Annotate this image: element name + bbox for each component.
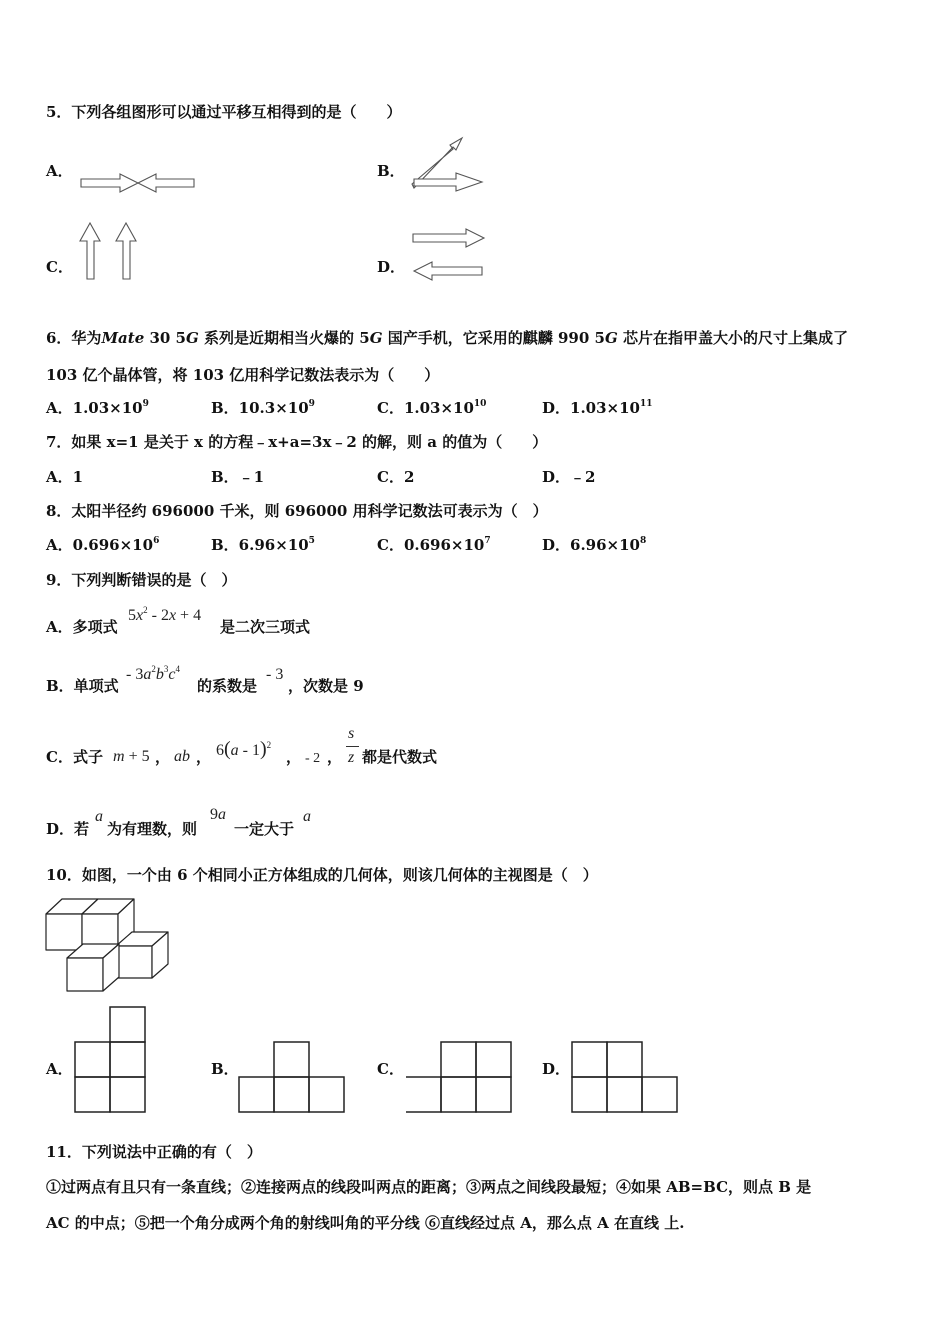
q8-option-a: A．$0.696\times 10^6$	[46, 536, 160, 554]
q10-option-a-figure	[74, 1006, 146, 1114]
q9-option-c-fraction-denominator: z	[348, 749, 355, 766]
q9-option-c-text: 都是代数式	[362, 748, 438, 766]
q9-option-c-sep1: ，	[155, 748, 171, 766]
q10-option-d-figure	[571, 1041, 679, 1114]
q6-option-d: D．$1.03\times 10^{11}$	[542, 399, 653, 417]
q9-option-a-label: A．多项式	[46, 618, 118, 636]
q10-stem: 10．如图，一个由 6 个相同小正方体组成的几何体，则该几何体的主视图是（ ）	[46, 866, 598, 884]
q6-option-a: A．$1.03\times 10^9$	[46, 399, 149, 417]
q9-stem: 9．下列判断错误的是（ ）	[46, 571, 237, 589]
q10-option-a-label: A．	[46, 1060, 73, 1078]
q10-option-c-figure	[405, 1041, 513, 1114]
q5-option-d-label: D．	[377, 258, 406, 276]
q9-option-b-coefficient: - 3	[266, 666, 284, 683]
q9-option-c-expr1: m + 5	[113, 748, 150, 765]
q10-solid-figure	[45, 898, 173, 992]
q8-option-b: B．$6.96\times 10^5$	[211, 536, 315, 554]
q9-option-b-text2: ，次数是 9	[288, 677, 364, 695]
q5-option-b-label: B．	[377, 162, 405, 180]
q5-option-a-label: A．	[46, 162, 73, 180]
q9-option-c-label: C．式子	[46, 748, 103, 766]
q5-option-d-figure	[410, 227, 486, 283]
q5-option-c-figure	[78, 221, 142, 281]
q9-option-c-sep4: ，	[327, 748, 343, 766]
q11-statements-line2: AC 的中点；⑤把一个角分成两个角的射线叫角的平分线 ⑥直线经过点 A，那么点 A 在直线 上.	[46, 1214, 685, 1232]
q10-option-b-label: B．	[211, 1060, 239, 1078]
q5-stem: 5．下列各组图形可以通过平移互相得到的是（ ）	[46, 103, 402, 121]
q8-option-c: C．$0.696\times 10^7$	[377, 536, 491, 554]
q11-statements-line1: ①过两点有且只有一条直线；②连接两点的线段叫两点的距离；③两点之间线段最短；④如果 AB=BC，则点 B 是	[46, 1178, 812, 1196]
q9-option-c-fraction-numerator: s	[348, 725, 355, 742]
q9-option-d-var-a: a	[95, 808, 103, 825]
q7-option-b: B．﹣1	[211, 468, 265, 486]
q9-option-c-sep3: ，	[286, 748, 302, 766]
q11-stem: 11．下列说法中正确的有（ ）	[46, 1143, 262, 1161]
q6-option-b: B．$10.3\times 10^9$	[211, 399, 315, 417]
q5-option-c-label: C．	[46, 258, 73, 276]
q9-option-d-text2: 一定大于	[234, 820, 295, 838]
q7-stem: 7．如果 x=1 是关于 x 的方程﹣x+a=3x﹣2 的解，则 a 的值为（ ）	[46, 433, 548, 451]
q9-option-d-label: D．若	[46, 820, 90, 838]
q9-option-c-fraction-bar	[346, 746, 359, 747]
q8-option-d: D．$6.96\times 10^8$	[542, 536, 647, 554]
q9-option-b-monomial: - $3a^2b^3c^4$	[126, 664, 180, 683]
q6-stem-line1: 6．华为Mate 30 5G 系列是近期相当火爆的 5G 国产手机，它采用的麒麟 990 5G 芯片在指甲盖大小的尺寸上集成了	[46, 329, 848, 347]
q9-option-c-sep2: ，	[196, 748, 212, 766]
q7-option-d: D．﹣2	[542, 468, 596, 486]
q9-option-c-expr4: - 2	[305, 751, 321, 766]
q8-stem: 8．太阳半径约 696000 千米，则 696000 用科学记数法可表示为（ ）	[46, 502, 548, 520]
q10-option-c-label: C．	[377, 1060, 404, 1078]
q9-option-b-text1: 的系数是	[197, 677, 258, 695]
q5-option-b-figure	[408, 136, 484, 192]
q9-option-a-text: 是二次三项式	[220, 618, 311, 636]
q9-option-d-text1: 为有理数，则	[107, 820, 198, 838]
q6-option-c: C．$1.03\times 10^{10}$	[377, 399, 487, 417]
q10-option-d-label: D．	[542, 1060, 571, 1078]
q7-option-c: C．2	[377, 468, 415, 486]
q9-option-c-expr3: 6(a - 1)$^2$	[216, 738, 272, 760]
q10-option-b-figure	[238, 1041, 346, 1114]
q9-option-c-expr2: ab	[174, 748, 190, 765]
q5-option-a-figure	[80, 170, 196, 196]
q7-option-a: A．1	[46, 468, 84, 486]
q9-option-d-var-a2: a	[303, 808, 311, 825]
q9-option-a-polynomial: $5x^2 - 2x + 4$	[128, 605, 202, 624]
q6-stem-line2: 103 亿个晶体管，将 103 亿用科学记数法表示为（ ）	[46, 366, 440, 384]
q9-option-d-expr-9a: 9a	[210, 806, 226, 823]
q9-option-b-label: B．单项式	[46, 677, 119, 695]
